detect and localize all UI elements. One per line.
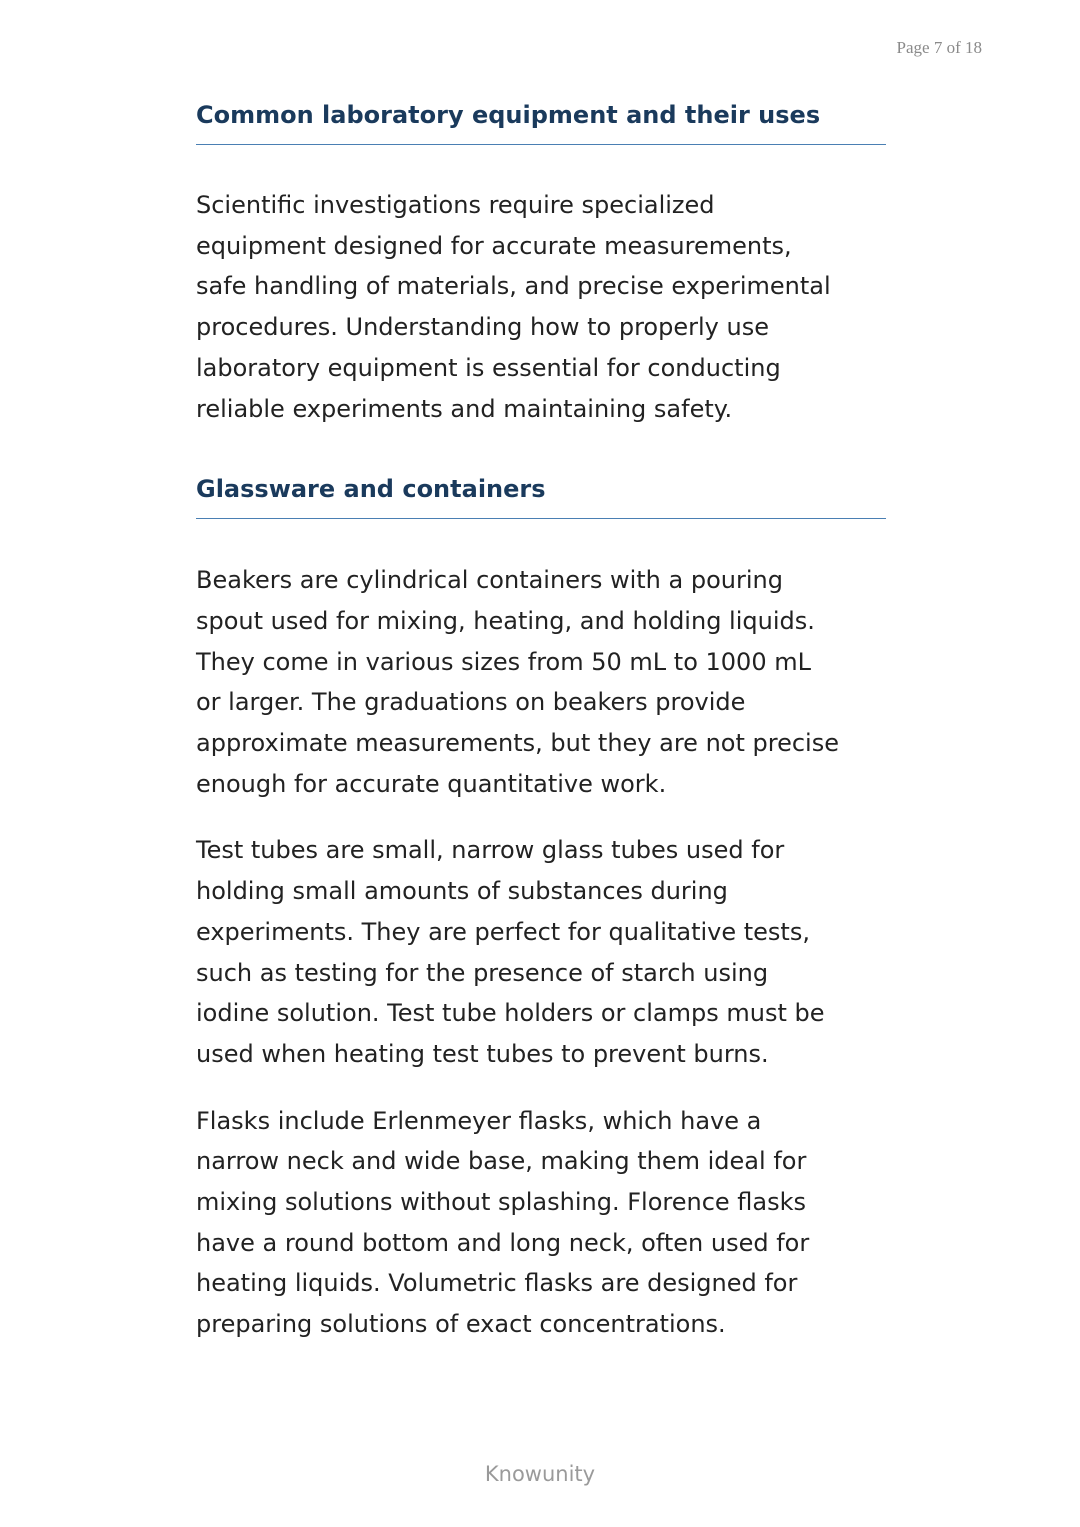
text-line: Flasks include Erlenmeyer flasks, which have a [196,1106,762,1135]
text-line: such as testing for the presence of starch using [196,958,769,987]
text-line: have a round bottom and long neck, often used for [196,1228,810,1257]
document-body [196,98,886,1345]
test-tubes-paragraph [196,830,886,1074]
text-line: They come in various sizes from 50 mL to 1000 mL [196,647,811,676]
text-line: Scientific investigations require specialized [196,191,715,219]
text-line: enough for accurate quantitative work. [196,769,667,798]
text-line: or larger. The graduations on beakers provide [196,688,746,717]
text-line: equipment designed for accurate measurements, [196,231,792,260]
text-line: laboratory equipment is essential for conducting [196,353,781,382]
text-line: narrow neck and wide base, making them ideal for [196,1147,807,1176]
text-line: iodine solution. Test tube holders or clamps must be [196,999,825,1028]
subsection-title: Glassware and containers [196,472,886,519]
text-line: mixing solutions without splashing. Florence flasks [196,1188,807,1217]
text-line: used when heating test tubes to prevent burns. [196,1039,769,1068]
text-line: spout used for mixing, heating, and holding liquids. [196,606,815,635]
text-line: heating liquids. Volumetric flasks are designed for [196,1269,798,1298]
text-line: experiments. They are perfect for qualitative tests, [196,917,810,946]
text-line: preparing solutions of exact concentrations. [196,1310,726,1339]
text-line: approximate measurements, but they are not precise [196,729,839,758]
text-line: safe handling of materials, and precise experimental [196,272,831,301]
text-line: Test tubes are small, narrow glass tubes used for [196,836,785,865]
beakers-paragraph [196,560,886,804]
flasks-paragraph [196,1101,886,1345]
text-line: reliable experiments and maintaining safety. [196,394,733,423]
section-title: Common laboratory equipment and their uses [196,98,886,145]
intro-paragraph [196,185,886,429]
footer-brand: Knowunity [484,1462,596,1486]
text-line: procedures. Understanding how to properly use [196,313,769,342]
text-line: Beakers are cylindrical containers with a pouring [196,566,783,595]
page-number: Page 7 of 18 [896,38,982,57]
text-line: holding small amounts of substances during [196,877,728,906]
